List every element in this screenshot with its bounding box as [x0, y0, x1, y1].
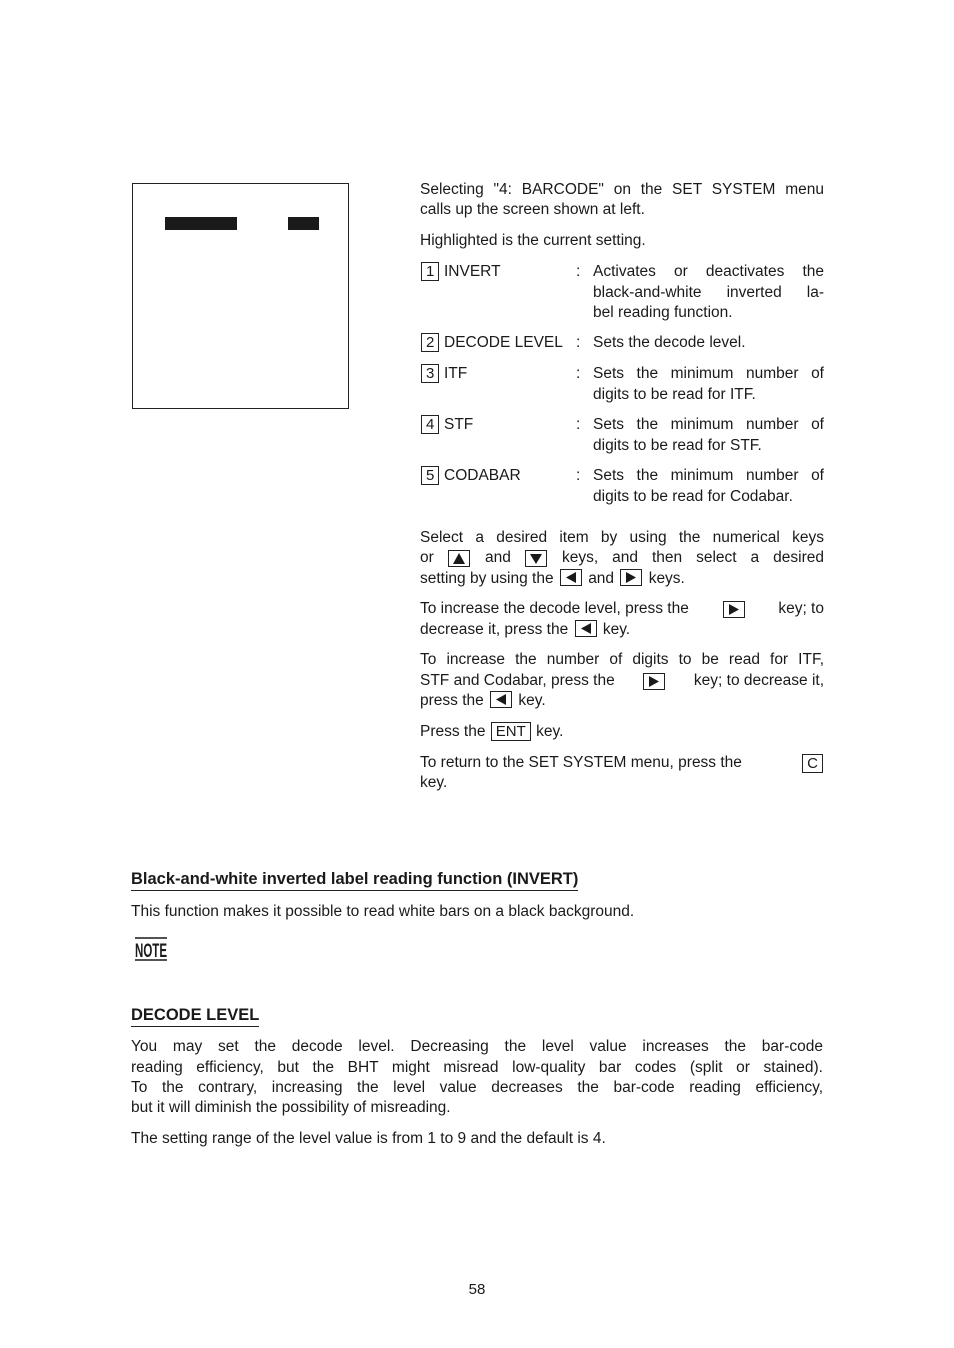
item-name-codabar: CODABAR — [444, 467, 521, 484]
instr-return-line-2: key. — [420, 774, 448, 791]
highlight-bar-right — [288, 217, 319, 230]
instr-digits-line-1: To increase the number of digits to be read for ITF, — [420, 651, 824, 668]
instr-select-line-1: Select a desired item by using the numerical keys — [420, 529, 824, 546]
item-desc-decode-level: Sets the decode level. — [593, 334, 746, 351]
instr-press-ent: Press the ENT key. — [420, 723, 564, 740]
right-arrow-key-icon — [643, 673, 665, 690]
instr-digits-line-2: STF and Codabar, press the key; to decrease it, — [420, 672, 824, 689]
intro-line-1: Selecting "4: BARCODE" on the SET SYSTEM menu — [420, 181, 824, 198]
left-arrow-key-icon — [490, 691, 512, 708]
item-colon: : — [576, 365, 581, 382]
item-colon: : — [576, 334, 581, 351]
item-colon: : — [576, 416, 581, 433]
decode-range: The setting range of the level value is from 1 to 9 and the default is 4. — [131, 1130, 606, 1147]
instr-select-line-3: setting by using the and keys. — [420, 570, 685, 587]
highlight-bar-left — [165, 217, 237, 230]
right-arrow-key-icon — [620, 569, 642, 586]
item-name-stf: STF — [444, 416, 474, 433]
decode-body-line-1: You may set the decode level. Decreasing the level value increases the bar-code — [131, 1038, 823, 1055]
item-desc-invert: Activates or deactivates the black-and-white inverted la- bel reading function. — [593, 263, 824, 321]
item-key-2: 2 — [420, 333, 440, 352]
item-colon: : — [576, 263, 581, 280]
instr-decode-line-1: To increase the decode level, press the key; to — [420, 600, 824, 617]
down-arrow-key-icon — [525, 550, 547, 567]
up-arrow-key-icon — [448, 550, 470, 567]
item-key-1: 1 — [420, 262, 440, 281]
ent-key: ENT — [491, 722, 531, 741]
item-name-invert: INVERT — [444, 263, 501, 280]
decode-level-heading: DECODE LEVEL — [131, 1005, 259, 1027]
c-key: C — [802, 754, 823, 773]
svg-text:NOTE: NOTE — [135, 941, 167, 962]
right-arrow-key-icon — [723, 601, 745, 618]
item-desc-itf: Sets the minimum number of digits to be read for ITF. — [593, 365, 824, 403]
invert-body: This function makes it possible to read white bars on a black background. — [131, 903, 635, 920]
intro-line-3: Highlighted is the current setting. — [420, 232, 646, 249]
item-key-4: 4 — [420, 415, 440, 434]
item-name-itf: ITF — [444, 365, 468, 382]
invert-heading: Black-and-white inverted label reading function (INVERT) — [131, 869, 578, 891]
left-arrow-key-icon — [560, 569, 582, 586]
item-desc-codabar: Sets the minimum number of digits to be read for Codabar. — [593, 467, 824, 505]
barcode-screen-illustration — [132, 183, 349, 409]
item-name-decode-level: DECODE LEVEL — [444, 334, 563, 351]
item-key-3: 3 — [420, 364, 440, 383]
item-key-5: 5 — [420, 466, 440, 485]
intro-line-2: calls up the screen shown at left. — [420, 201, 645, 218]
instr-select-line-2: or and keys, and then select a desired — [420, 549, 824, 566]
instr-decode-line-2: decrease it, press the key. — [420, 621, 631, 638]
decode-body-line-2: reading efficiency, but the BHT might misread low-quality bar codes (split or stained). — [131, 1059, 823, 1076]
instr-digits-line-3: press the key. — [420, 692, 546, 709]
item-desc-stf: Sets the minimum number of digits to be read for STF. — [593, 416, 824, 454]
item-colon: : — [576, 467, 581, 484]
page-number: 58 — [468, 1281, 486, 1298]
note-icon — [134, 936, 168, 962]
decode-body-line-4: but it will diminish the possibility of misreading. — [131, 1099, 451, 1116]
left-arrow-key-icon — [575, 620, 597, 637]
instr-return-line-1: To return to the SET SYSTEM menu, press the C — [420, 753, 824, 774]
decode-body-line-3: To the contrary, increasing the level value decreases the bar-code reading efficiency, — [131, 1079, 823, 1096]
